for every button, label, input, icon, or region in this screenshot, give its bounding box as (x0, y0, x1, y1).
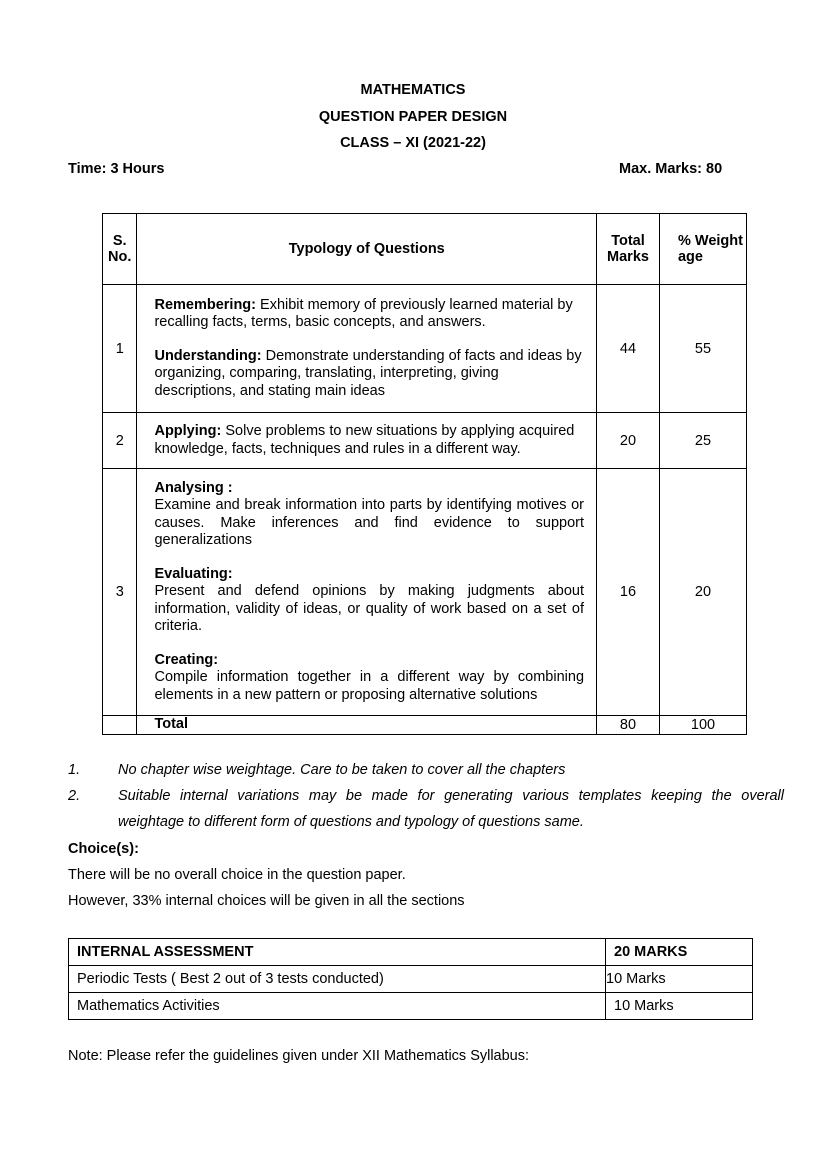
row-typology (137, 285, 597, 413)
typology-label: Creating: (154, 651, 219, 668)
typology-description: Examine and break information into parts by identifying motives or causes. Make inferences and find evidence to support generalizations (154, 497, 585, 549)
document-title: QUESTION PAPER DESIGN (318, 109, 508, 125)
note-number: 1. (68, 762, 81, 778)
ia-row-marks: 10 Marks (606, 993, 753, 1020)
typology-item: Remembering: Exhibit memory of previously learned material by recalling facts, terms, basic concepts, and answers. (154, 296, 573, 331)
choice-line-2: However, 33% internal choices will be given in all the sections (68, 893, 465, 909)
list-item (68, 757, 784, 783)
choice-line-1: There will be no overall choice in the question paper. (68, 867, 406, 883)
ia-header-row (69, 939, 753, 966)
row-sno: 1 (103, 285, 137, 413)
question-design-table (102, 213, 747, 735)
class-line: CLASS – XI (2021-22) (340, 135, 486, 151)
typology-item: Understanding: Demonstrate understanding of facts and ideas by organizing, comparing, translating, interpreting, giving descriptions, and stating main ideas (154, 347, 582, 399)
header-total-marks: Total Marks (597, 214, 660, 285)
row-marks: 16 (597, 469, 660, 716)
total-weightage: 100 (659, 716, 746, 735)
table-total-row (103, 716, 747, 735)
time-label: Time: 3 Hours (68, 161, 165, 177)
row-weightage: 55 (659, 285, 746, 413)
table-header-row (103, 214, 747, 285)
ia-row-marks: 10 Marks (606, 966, 753, 993)
typology-description: Compile information together in a different way by combining elements in a new pattern or proposing alternative solutions (154, 669, 585, 703)
row-typology (137, 413, 597, 469)
ia-heading: INTERNAL ASSESSMENT (69, 939, 606, 966)
choice-heading: Choice(s): (68, 841, 139, 857)
typology-label: Evaluating: (154, 565, 233, 582)
row-marks: 44 (597, 285, 660, 413)
table-row (103, 285, 747, 413)
list-item (68, 783, 784, 835)
note-text: Suitable internal variations may be made for generating various templates keeping the overall weightage to different form of questions and typology of questions same. (118, 788, 784, 830)
note-text: No chapter wise weightage. Care to be taken to cover all the chapters (118, 762, 566, 778)
row-typology (137, 469, 597, 716)
header-weightage: % Weight age (659, 214, 746, 285)
total-label: Total (137, 716, 597, 735)
note-number: 2. (68, 788, 81, 804)
typology-item: Applying: Solve problems to new situations by applying acquired knowledge, facts, techniques and rules in a different way. (154, 423, 575, 457)
row-sno: 2 (103, 413, 137, 469)
table-row (103, 469, 747, 716)
table-row (69, 993, 753, 1020)
internal-assessment-table (68, 938, 753, 1020)
header-sno: S. No. (103, 214, 137, 285)
row-weightage: 20 (659, 469, 746, 716)
ia-row-label: Mathematics Activities (69, 993, 606, 1020)
footer-note: Note: Please refer the guidelines given under XII Mathematics Syllabus: (68, 1048, 530, 1064)
max-marks-label: Max. Marks: 80 (619, 161, 723, 177)
row-sno: 3 (103, 469, 137, 716)
row-marks: 20 (597, 413, 660, 469)
header-typology: Typology of Questions (137, 214, 597, 285)
table-row (69, 966, 753, 993)
notes-list (68, 757, 784, 835)
ia-row-label: Periodic Tests ( Best 2 out of 3 tests conducted) (69, 966, 606, 993)
ia-heading-marks: 20 MARKS (606, 939, 753, 966)
typology-label: Analysing : (154, 479, 233, 496)
table-row (103, 413, 747, 469)
typology-description: Present and defend opinions by making judgments about information, validity of ideas, or quality of work based on a set of criteria. (154, 583, 585, 635)
subject-title: MATHEMATICS (360, 82, 466, 98)
row-weightage: 25 (659, 413, 746, 469)
total-marks: 80 (597, 716, 660, 735)
